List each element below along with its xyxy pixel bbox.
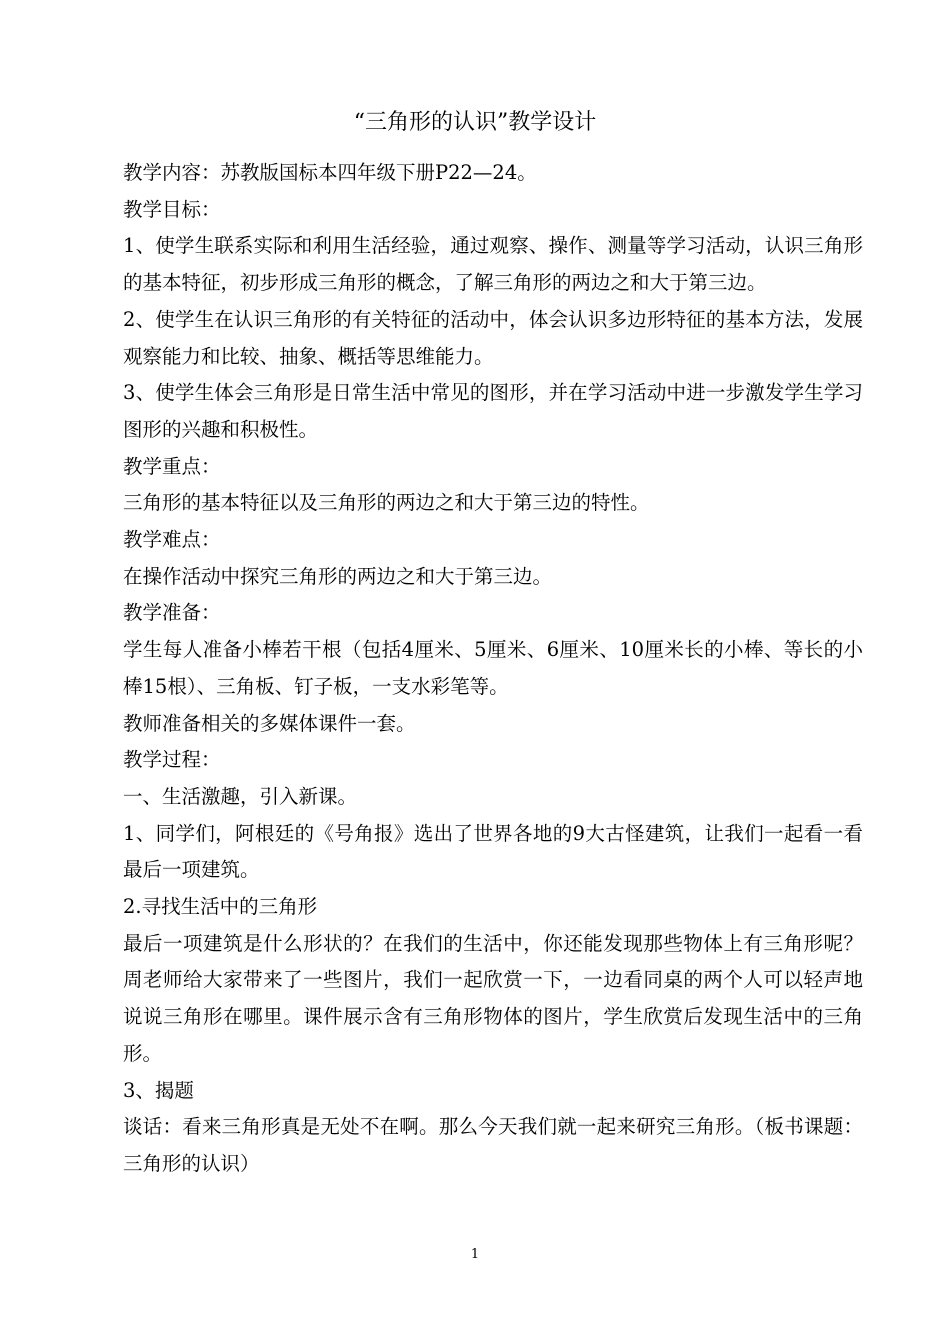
paragraph-teaching-content: 教学内容：苏教版国标本四年级下册P22—24。 [123,161,537,184]
document-title: “三角形的认识”教学设计 [353,110,597,135]
paragraph-step-2: 最后一项建筑是什么形状的？在我们的生活中，你还能发现那些物体上有三角形呢？周老师给大家带来了一些图片，我们一起欣赏一下，一边看同桌的两个人可以轻声地说说三角形在哪里。课件展示含有三角形物体的图片，学生欣赏后发现生活中的三角形。 [123,931,863,1065]
heading-key-points: 教学重点： [123,454,221,478]
document-body [123,155,863,1183]
paragraph-difficulties: 在操作活动中探究三角形的两边之和大于第三边。 [123,564,553,588]
paragraph-objective-1: 1、使学生联系实际和利用生活经验，通过观察、操作、测量等学习活动，认识三角形的基本特征，初步形成三角形的概念，了解三角形的两边之和大于第三边。 [123,234,863,295]
paragraph-step-1: 1、同学们，阿根廷的《号角报》选出了世界各地的9大古怪建筑，让我们一起看一看最后一项建筑。 [123,821,863,882]
paragraph-step-3: 谈话：看来三角形真是无处不在啊。那么今天我们就一起来研究三角形。（板书课题：三角形的认识） [123,1115,863,1175]
heading-teaching-process: 教学过程： [123,748,221,772]
heading-difficulties: 教学难点： [123,528,221,552]
page-number: 1 [470,1247,480,1262]
heading-section-one: 一、生活激趣，引入新课。 [123,784,358,808]
heading-preparation: 教学准备： [123,601,221,625]
paragraph-objective-2: 2、使学生在认识三角形的有关特征的活动中，体会认识多边形特征的基本方法，发展观察能力和比较、抽象、概括等思维能力。 [123,307,863,368]
paragraph-objective-3: 3、使学生体会三角形是日常生活中常见的图形，并在学习活动中进一步激发学生学习图形的兴趣和积极性。 [123,381,863,441]
paragraph-student-preparation: 学生每人准备小棒若干根（包括4厘米、5厘米、6厘米、10厘米长的小棒、等长的小棒15根）、三角板、钉子板，一支水彩笔等。 [123,638,863,698]
heading-step-2: 2.寻找生活中的三角形 [123,895,318,919]
paragraph-teacher-preparation: 教师准备相关的多媒体课件一套。 [123,711,416,735]
paragraph-key-points: 三角形的基本特征以及三角形的两边之和大于第三边的特性。 [123,491,650,515]
heading-teaching-objectives: 教学目标： [123,197,221,221]
heading-step-3: 3、揭题 [123,1078,194,1102]
